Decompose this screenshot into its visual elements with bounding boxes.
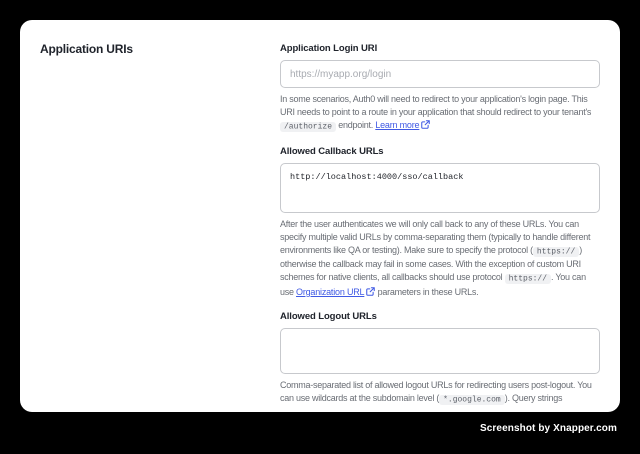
logout-urls-textarea[interactable] [280,328,600,374]
xnapper-watermark: Screenshot by Xnapper.com [480,423,617,434]
inline-code-chip: *.google.com [439,395,505,405]
application-uris-card [20,20,620,412]
section-title: Application URIs [40,42,133,56]
login-uri-label: Application Login URI [280,43,378,54]
inline-code-chip: https:// [505,274,551,284]
login-uri-field [280,42,600,134]
settings-section-left-column [40,42,280,412]
inline-code-chip: /authorize [280,122,336,132]
logout-urls-field [280,310,600,406]
external-link-icon [421,120,430,129]
callback-urls-field [280,145,600,299]
inline-code-chip: https:// [533,247,579,257]
callback-urls-help-text: After the user authenticates we will only call back to any of these URLs. You can specify multiple valid URLs by comma-separating them (typically to handle different environments like QA or testing). Make sure to specify the protocol ( https:// ) otherwise the callback may fail in some cases. With the exception of custom URI schemes for native clients, all callbacks should use protocol https:// . You can use Organization URL parameters in these URLs. [280,218,591,297]
login-uri-input[interactable] [280,60,600,88]
logout-urls-help-text: Comma-separated list of allowed logout URLs for redirecting users post-logout. You can use wildcards at the subdomain level ( *.google.com ). Query strings [280,379,592,405]
organization-url-link[interactable]: Organization URL [296,286,365,297]
login-uri-help-text: In some scenarios, Auth0 will need to redirect to your application's login page. This URI needs to point to a route in your application that should redirect to your tenant's /authorize endpoint. Learn more [280,94,592,132]
external-link-icon [366,287,375,296]
settings-section-right-column [280,42,600,412]
logout-urls-label: Allowed Logout URLs [280,310,377,322]
callback-urls-textarea[interactable] [280,163,600,213]
callback-urls-label: Allowed Callback URLs [280,145,384,157]
learn-more-link[interactable]: Learn more [375,120,420,131]
